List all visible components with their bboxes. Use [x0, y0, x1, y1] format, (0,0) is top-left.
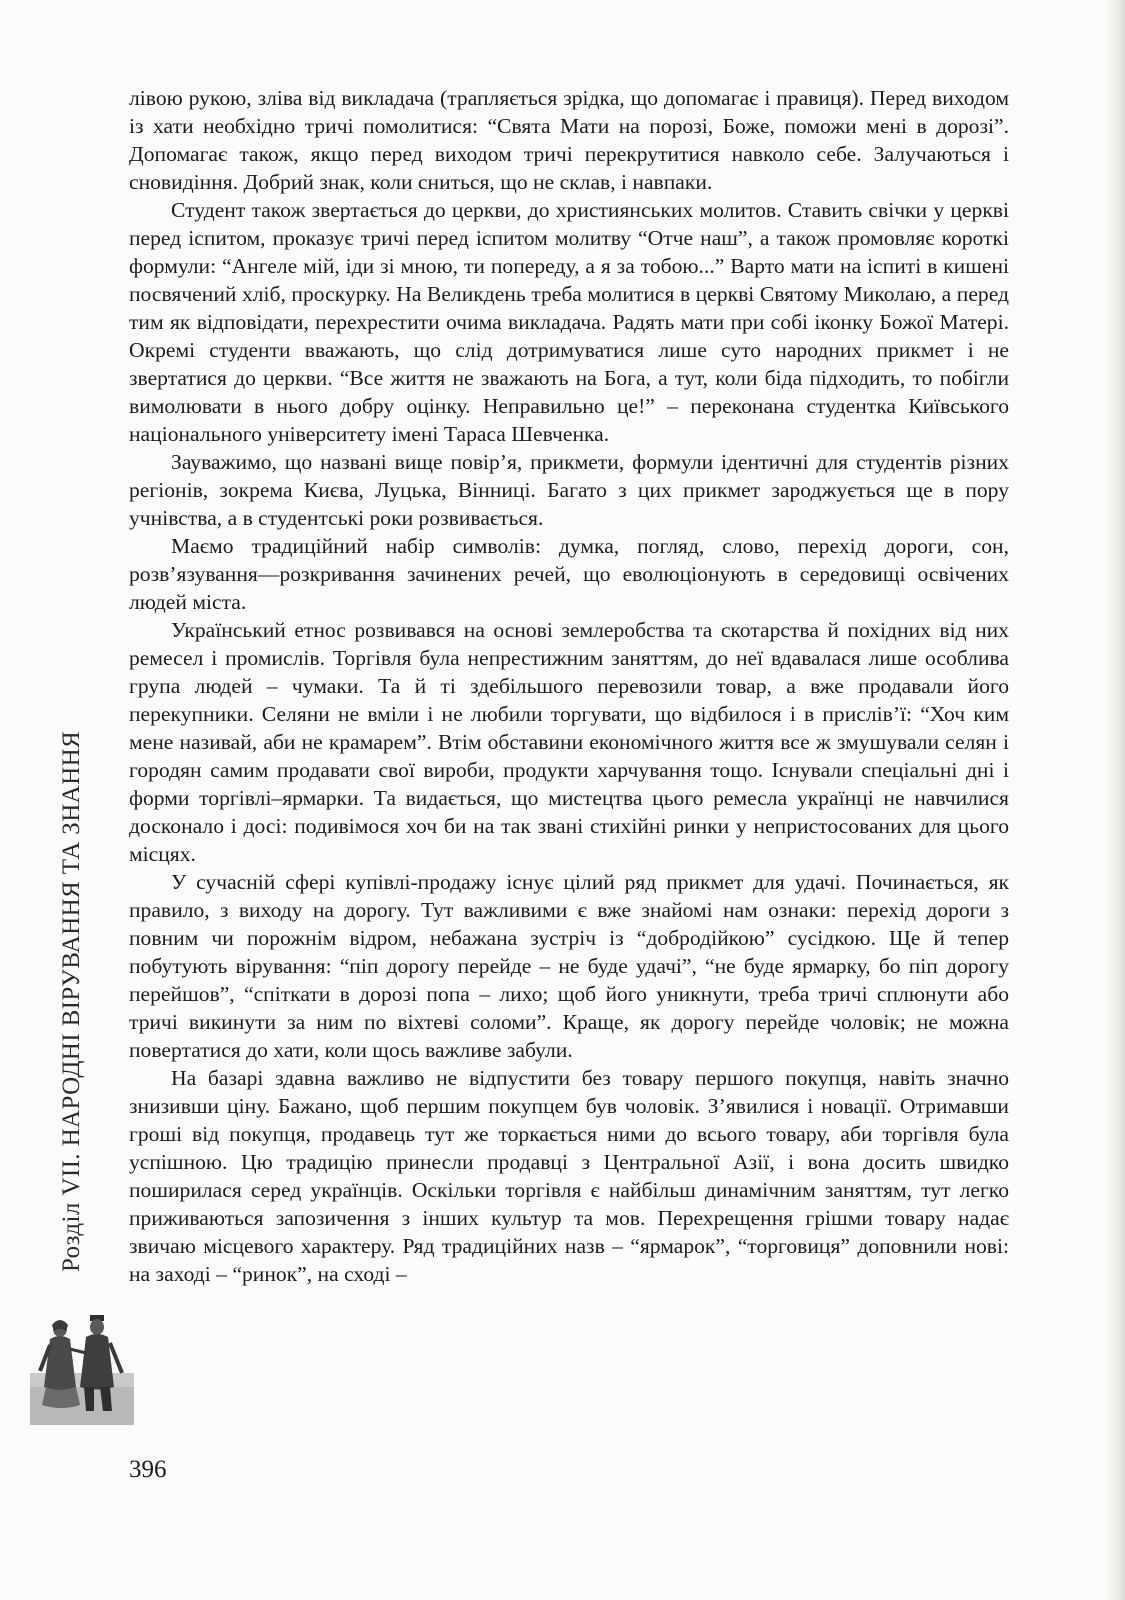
page-edge-shadow — [1105, 0, 1125, 1600]
paragraph-2: Студент також звертається до церкви, до християнських молитов. Ставить свічки у церкві перед іспитом, проказує тричі перед іспитом молитву “Отче наш”, а також промовляє короткі формули: “Ангеле мій, іди зі мною, ти попереду, а я за тобою...” Варто мати на іспиті в кишені посвячений хліб, проскурку. На Великдень треба молитися в церкві Святому Миколаю, а перед тим як відповідати, перехрестити очима викладача. Радять мати при собі іконку Божої Матері. Окремі студенти вважають, що слід дотримуватися лише суто народних прикмет і не звертатися до церкви. “Все життя не зважають на Бога, а тут, коли біда підходить, то побігли вимолювати в нього добру оцінку. Неправильно це!” – переконана студентка Київського національного університету імені Тараса Шевченка. — [129, 198, 1009, 446]
chapter-side-title: Розділ VII. НАРОДНІ ВІРУВАННЯ ТА ЗНАННЯ — [58, 730, 85, 1272]
paragraph-1: лівою рукою, зліва від викладача (трапляється зрідка, що допомагає і правиця). Перед виходом із хати необхідно тричі помолитися: “Свята Мати на порозі, Боже, поможи мені в дорозі”. Допомагає також, якщо перед виходом тричі перекрутитися навколо себе. Залучаються і сновидіння. Добрий знак, коли сниться, що не склав, і навпаки. — [129, 86, 1009, 194]
folk-couple-illustration — [30, 1315, 134, 1425]
paragraph-4: Маємо традиційний набір символів: думка, погляд, слово, перехід дороги, сон, розв’язування—розкривання зачинених речей, що еволюціонують в середовищі освічених людей міста. — [129, 534, 1009, 614]
body-text — [129, 84, 1009, 1288]
paragraph-5: Український етнос розвивався на основі землеробства та скотарства й похідних від них ремесел і промислів. Торгівля була непрестижним заняттям, до неї вдавалася лише особлива група людей – чумаки. Та й ті здебільшого перевозили товар, а вже продавали його перекупники. Селяни не вміли і не любили торгувати, що відбилося і в прислів’ї: “Хоч ким мене називай, аби не крамарем”. Втім обставини економічного життя все ж змушували селян і городян самим продавати свої вироби, продукти харчування тощо. Існували спеціальні дні і форми торгівлі–ярмарки. Та видається, що мистецтва цього ремесла українці не навчилися досконало і досі: подивімося хоч би на так звані стихійні ринки у непристосованих для цього місцях. — [129, 618, 1009, 866]
paragraph-3: Зауважимо, що названі вище повір’я, прикмети, формули ідентичні для студентів різних регіонів, зокрема Києва, Луцька, Вінниці. Багато з цих прикмет зароджується ще в пору учнівства, а в студентські роки розвивається. — [129, 450, 1009, 530]
page-number: 396 — [129, 1456, 167, 1483]
paragraph-6: У сучасній сфері купівлі-продажу існує цілий ряд прикмет для удачі. Починається, як правило, з виходу на дорогу. Тут важливими є вже знайомі нам ознаки: перехід дороги з повним чи порожнім відром, небажана зустріч із “добродійкою” сусідкою. Ще й тепер побутують вірування: “піп дорогу перейде – не буде удачі”, “не буде ярмарку, бо піп дорогу перейшов”, “спіткати в дорозі попа – лихо; щоб його уникнути, треба тричі сплюнути або тричі викинути за ним по віхтеві соломи”. Краще, як дорогу перейде чоловік; не можна повертатися до хати, коли щось важливе забули. — [129, 870, 1009, 1062]
paragraph-7: На базарі здавна важливо не відпустити без товару першого покупця, навіть значно знизивши ціну. Бажано, щоб першим покупцем був чоловік. З’явилися і новації. Отримавши гроші від покупця, продавець тут же торкається ними до всього товару, аби торгівля була успішною. Цю традицію принесли продавці з Центральної Азії, і вона досить швидко поширилася серед українців. Оскільки торгівля є найбільш динамічним заняттям, тут легко приживаються запозичення з інших культур та мов. Перехрещення грішми товару надає звичаю місцевого характеру. Ряд традиційних назв – “ярмарок”, “торговиця” доповнили нові: на заході – “ринок”, на сході – — [129, 1066, 1009, 1286]
